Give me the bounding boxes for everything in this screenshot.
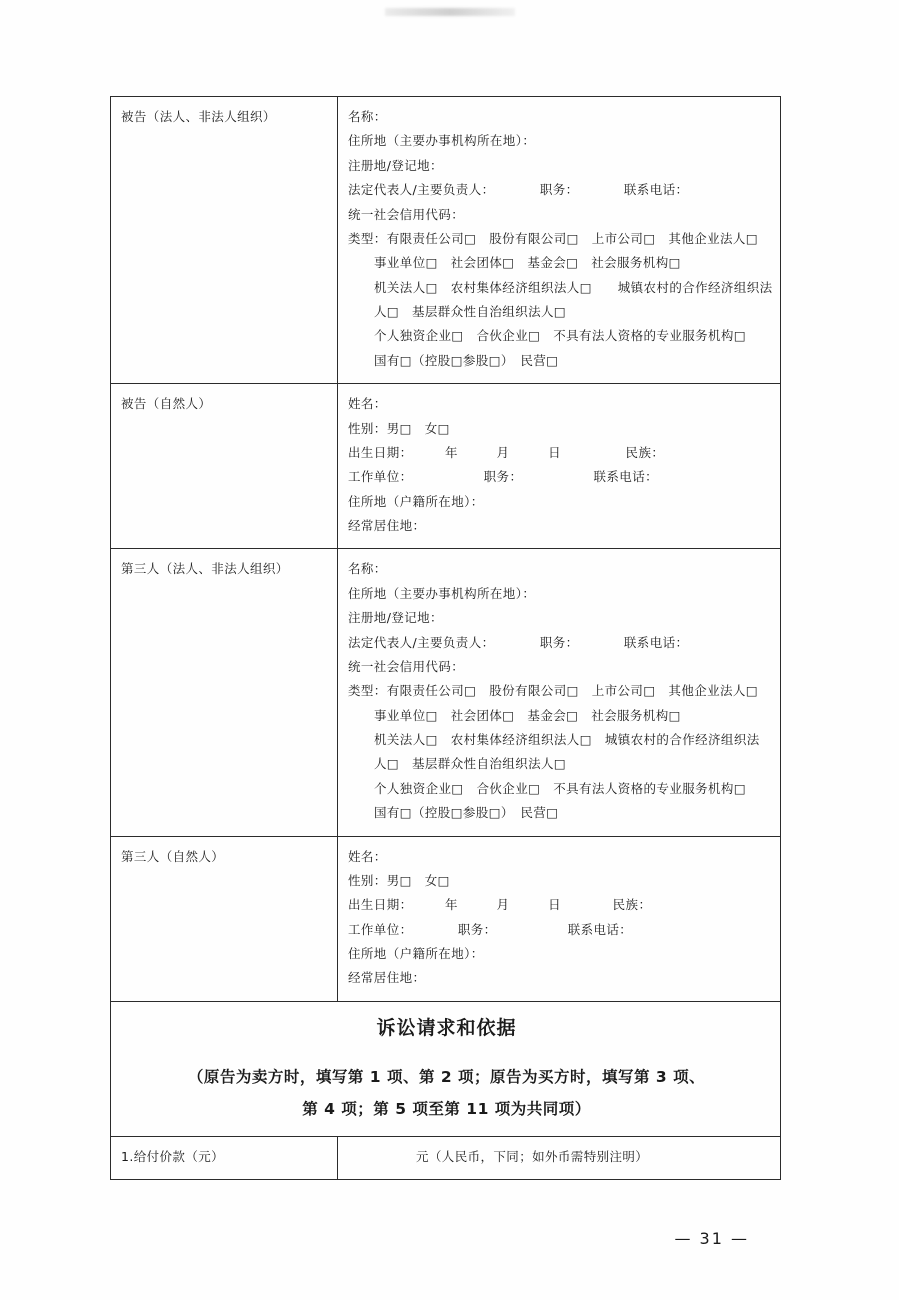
field-line: 机关法人□ 农村集体经济组织法人□ 城镇农村的合作经济组织法 bbox=[374, 732, 760, 747]
claim-heading-subtitle-line2: 第 4 项；第 5 项至第 11 项为共同项） bbox=[302, 1100, 591, 1119]
field-line: 姓名： bbox=[348, 848, 387, 864]
field-line: 出生日期： 年 月 日 民族： bbox=[348, 897, 652, 913]
field-line: 法定代表人/主要负责人： 职务： 联系电话： bbox=[348, 182, 689, 198]
claim-heading-subtitle-line1: （原告为卖方时，填写第 1 项、第 2 项；原告为买方时，填写第 3 项、 bbox=[187, 1067, 706, 1086]
row-label-third-party-entity: 第三人（法人、非法人组织） bbox=[111, 549, 338, 836]
claim-item-value-text: 元（人民币，下同；如外币需特别注明） bbox=[416, 1148, 649, 1164]
field-line: 统一社会信用代码： bbox=[348, 658, 465, 674]
field-line: 国有□（控股□参股□） 民营□ bbox=[374, 805, 559, 821]
field-line: 个人独资企业□ 合伙企业□ 不具有法人资格的专业服务机构□ bbox=[374, 780, 747, 796]
claim-item-label-1: 1.给付价款（元） bbox=[111, 1136, 338, 1179]
field-line: 人□ 基层群众性自治组织法人□ bbox=[374, 304, 567, 319]
field-line: 统一社会信用代码： bbox=[348, 206, 465, 222]
field-line: 住所地（主要办事机构所在地）： bbox=[348, 133, 536, 149]
claim-item-value-1 bbox=[338, 1136, 781, 1179]
field-line: 事业单位□ 社会团体□ 基金会□ 社会服务机构□ bbox=[374, 255, 681, 271]
field-line: 住所地（户籍所在地）： bbox=[348, 493, 484, 509]
row-label-defendant-entity: 被告（法人、非法人组织） bbox=[111, 97, 338, 384]
field-line: 注册地/登记地： bbox=[348, 157, 443, 173]
field-line: 类型：有限责任公司□ 股份有限公司□ 上市公司□ 其他企业法人□ bbox=[348, 230, 759, 246]
field-line: 事业单位□ 社会团体□ 基金会□ 社会服务机构□ bbox=[374, 707, 681, 723]
field-line: 出生日期： 年 月 日 民族： bbox=[348, 444, 665, 460]
form-sheet bbox=[110, 96, 781, 1180]
row-fields-defendant-entity bbox=[338, 97, 781, 384]
litigation-form-table bbox=[110, 96, 781, 1180]
field-line: 姓名： bbox=[348, 396, 387, 412]
field-line: 经常居住地： bbox=[348, 970, 426, 986]
field-line: 人□ 基层群众性自治组织法人□ bbox=[374, 756, 567, 772]
table-row bbox=[111, 1001, 781, 1136]
table-row bbox=[111, 97, 781, 384]
page-number: — 31 — bbox=[674, 1229, 749, 1248]
field-line: 名称： bbox=[348, 561, 387, 577]
field-line: 法定代表人/主要负责人： 职务： 联系电话： bbox=[348, 634, 689, 650]
row-fields-defendant-person bbox=[338, 384, 781, 549]
field-line: 工作单位： 职务： 联系电话： bbox=[348, 469, 659, 485]
table-row bbox=[111, 384, 781, 549]
field-line: 注册地/登记地： bbox=[348, 610, 443, 626]
claim-heading-cell bbox=[111, 1001, 781, 1136]
row-label-defendant-person: 被告（自然人） bbox=[111, 384, 338, 549]
field-line: 住所地（主要办事机构所在地）： bbox=[348, 585, 536, 601]
field-line: 性别：男□ 女□ bbox=[348, 872, 450, 888]
field-line: 工作单位： 职务： 联系电话： bbox=[348, 921, 633, 937]
field-line: 住所地（户籍所在地）： bbox=[348, 946, 484, 961]
field-line: 类型：有限责任公司□ 股份有限公司□ 上市公司□ 其他企业法人□ bbox=[348, 683, 759, 699]
table-row bbox=[111, 836, 781, 1001]
field-line: 个人独资企业□ 合伙企业□ 不具有法人资格的专业服务机构□ bbox=[374, 328, 747, 344]
row-fields-third-party-entity bbox=[338, 549, 781, 836]
field-line: 国有□（控股□参股□） 民营□ bbox=[374, 352, 559, 368]
row-label-third-party-person: 第三人（自然人） bbox=[111, 836, 338, 1001]
field-line: 性别：男□ 女□ bbox=[348, 420, 450, 436]
row-fields-third-party-person bbox=[338, 836, 781, 1001]
table-row bbox=[111, 549, 781, 836]
claim-heading-title: 诉讼请求和依据 bbox=[376, 1016, 517, 1039]
table-row bbox=[111, 1136, 781, 1179]
scan-artifact bbox=[385, 8, 515, 16]
field-line: 机关法人□ 农村集体经济组织法人□ 城镇农村的合作经济组织法 bbox=[374, 279, 773, 295]
field-line: 经常居住地： bbox=[348, 518, 426, 533]
field-line: 名称： bbox=[348, 109, 387, 124]
